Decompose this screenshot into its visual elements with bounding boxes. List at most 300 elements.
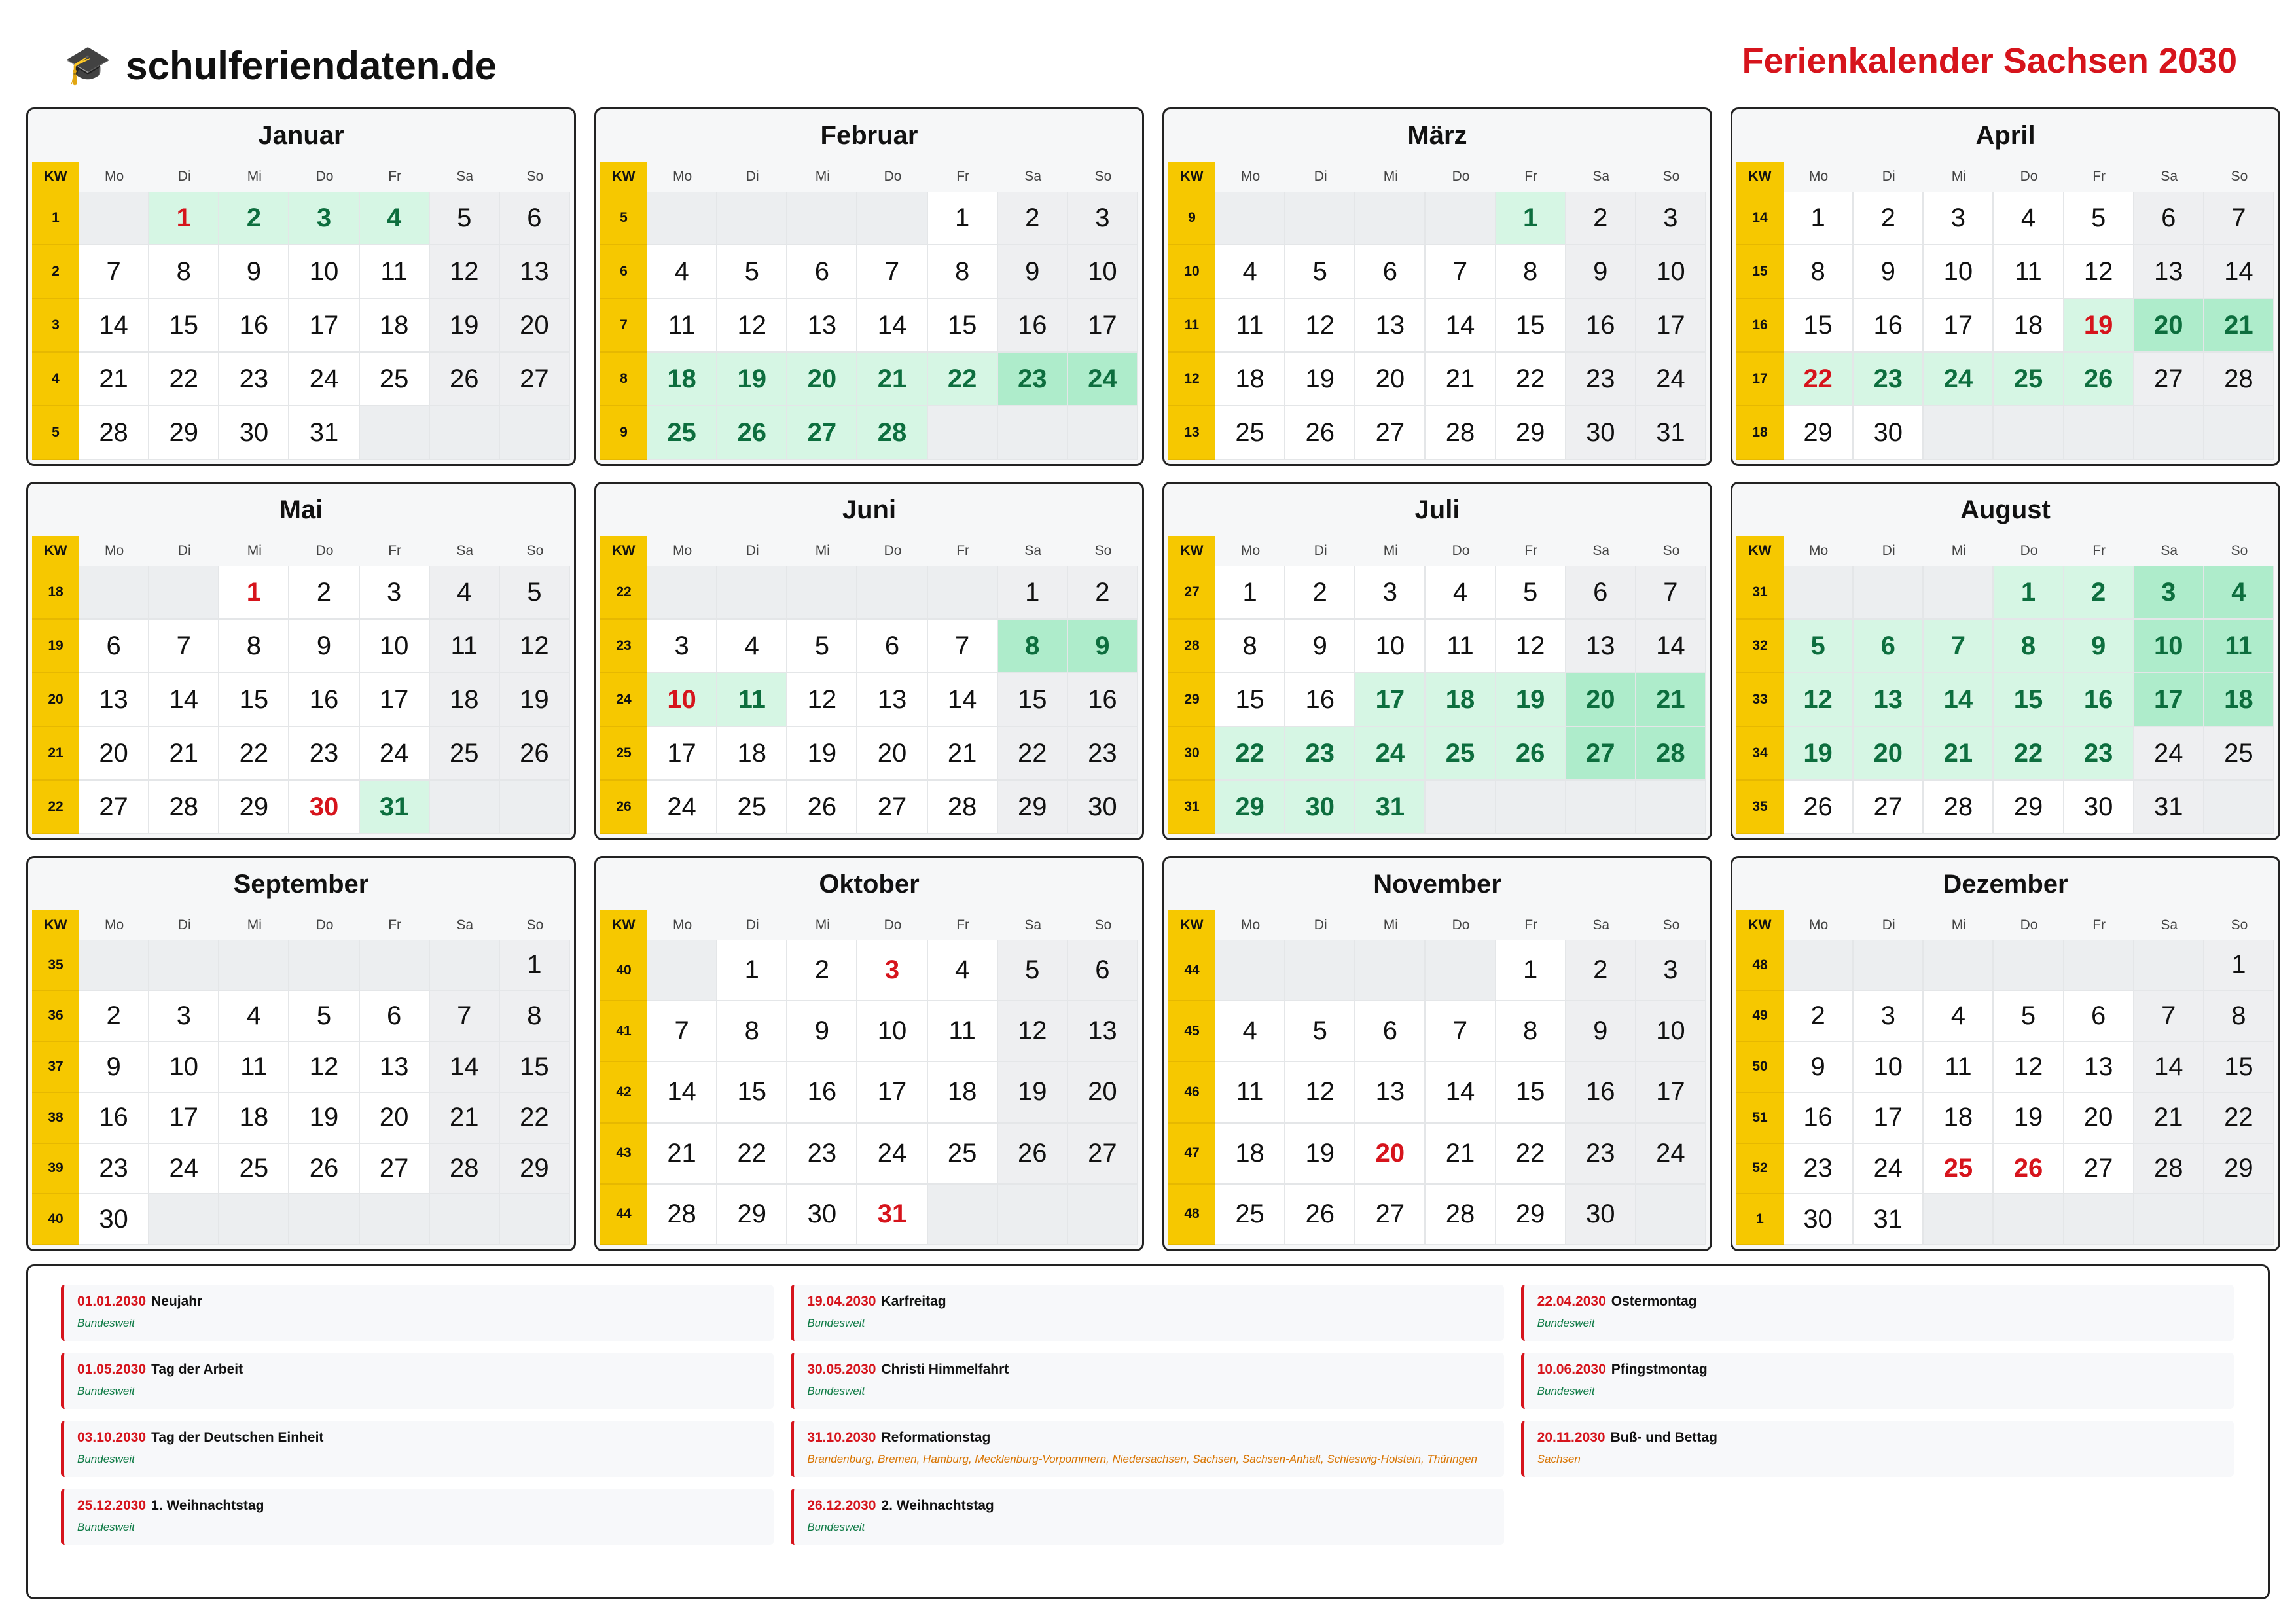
- holiday-day[interactable]: 26: [1994, 1144, 2064, 1195]
- calendar-day[interactable]: 27: [1854, 781, 1924, 834]
- calendar-day[interactable]: 9: [998, 245, 1068, 299]
- vacation-day[interactable]: 2: [219, 192, 289, 245]
- calendar-day[interactable]: 6: [79, 620, 149, 673]
- vacation-day[interactable]: 19: [1496, 673, 1566, 727]
- calendar-day[interactable]: 10: [857, 1001, 927, 1062]
- calendar-day[interactable]: 15: [1784, 299, 1854, 353]
- calendar-day[interactable]: 28: [1426, 406, 1496, 460]
- calendar-day[interactable]: 6: [500, 192, 570, 245]
- vacation-day[interactable]: 24: [1924, 353, 1994, 406]
- holiday-day[interactable]: 31: [857, 1185, 927, 1245]
- calendar-day[interactable]: 20: [1355, 353, 1426, 406]
- calendar-day[interactable]: 21: [647, 1124, 717, 1185]
- calendar-day[interactable]: 27: [2064, 1144, 2134, 1195]
- vacation-day[interactable]: 6: [1854, 620, 1924, 673]
- calendar-day[interactable]: 8: [2204, 991, 2274, 1043]
- calendar-day[interactable]: 29: [1784, 406, 1854, 460]
- vacation-day[interactable]: 11: [717, 673, 787, 727]
- calendar-day[interactable]: 8: [1784, 245, 1854, 299]
- vacation-day[interactable]: 4: [360, 192, 430, 245]
- calendar-day[interactable]: 8: [1496, 1001, 1566, 1062]
- calendar-day[interactable]: 30: [1566, 1185, 1636, 1245]
- calendar-day[interactable]: 4: [219, 991, 289, 1043]
- vacation-day[interactable]: 17: [2134, 673, 2204, 727]
- calendar-day[interactable]: 14: [1426, 299, 1496, 353]
- vacation-day[interactable]: 10: [2134, 620, 2204, 673]
- calendar-day[interactable]: 29: [149, 406, 219, 460]
- calendar-day[interactable]: 24: [2134, 727, 2204, 781]
- vacation-day[interactable]: 8: [998, 620, 1068, 673]
- calendar-day[interactable]: 14: [857, 299, 927, 353]
- calendar-day[interactable]: 12: [500, 620, 570, 673]
- calendar-day[interactable]: 23: [289, 727, 359, 781]
- calendar-day[interactable]: 27: [1068, 1124, 1138, 1185]
- calendar-day[interactable]: 5: [430, 192, 500, 245]
- calendar-day[interactable]: 9: [289, 620, 359, 673]
- calendar-day[interactable]: 5: [998, 940, 1068, 1001]
- calendar-day[interactable]: 12: [289, 1042, 359, 1093]
- calendar-day[interactable]: 19: [998, 1062, 1068, 1123]
- calendar-day[interactable]: 10: [1924, 245, 1994, 299]
- calendar-day[interactable]: 12: [430, 245, 500, 299]
- vacation-day[interactable]: 13: [1854, 673, 1924, 727]
- calendar-day[interactable]: 8: [717, 1001, 787, 1062]
- calendar-day[interactable]: 17: [1068, 299, 1138, 353]
- vacation-day[interactable]: 23: [1285, 727, 1355, 781]
- calendar-day[interactable]: 28: [647, 1185, 717, 1245]
- calendar-day[interactable]: 25: [928, 1124, 998, 1185]
- calendar-day[interactable]: 18: [1994, 299, 2064, 353]
- vacation-day[interactable]: 4: [2204, 566, 2274, 620]
- calendar-day[interactable]: 17: [149, 1093, 219, 1144]
- vacation-day[interactable]: 8: [1994, 620, 2064, 673]
- calendar-day[interactable]: 11: [1215, 299, 1285, 353]
- calendar-day[interactable]: 7: [79, 245, 149, 299]
- calendar-day[interactable]: 17: [647, 727, 717, 781]
- calendar-day[interactable]: 8: [1215, 620, 1285, 673]
- calendar-day[interactable]: 1: [500, 940, 570, 991]
- calendar-day[interactable]: 14: [1636, 620, 1706, 673]
- vacation-day[interactable]: 15: [1994, 673, 2064, 727]
- calendar-day[interactable]: 24: [149, 1144, 219, 1195]
- calendar-day[interactable]: 14: [149, 673, 219, 727]
- calendar-day[interactable]: 17: [1636, 1062, 1706, 1123]
- calendar-day[interactable]: 14: [647, 1062, 717, 1123]
- calendar-day[interactable]: 25: [219, 1144, 289, 1195]
- calendar-day[interactable]: 16: [219, 299, 289, 353]
- calendar-day[interactable]: 25: [1215, 406, 1285, 460]
- calendar-day[interactable]: 29: [1496, 1185, 1566, 1245]
- vacation-day[interactable]: 24: [1355, 727, 1426, 781]
- calendar-day[interactable]: 2: [1285, 566, 1355, 620]
- calendar-day[interactable]: 11: [647, 299, 717, 353]
- calendar-day[interactable]: 23: [1566, 353, 1636, 406]
- calendar-day[interactable]: 23: [787, 1124, 857, 1185]
- calendar-day[interactable]: 20: [857, 727, 927, 781]
- calendar-day[interactable]: 19: [1285, 353, 1355, 406]
- calendar-day[interactable]: 4: [647, 245, 717, 299]
- calendar-day[interactable]: 30: [1068, 781, 1138, 834]
- calendar-day[interactable]: 25: [1215, 1185, 1285, 1245]
- calendar-day[interactable]: 22: [2204, 1093, 2274, 1144]
- calendar-day[interactable]: 31: [289, 406, 359, 460]
- holiday-day[interactable]: 10: [647, 673, 717, 727]
- calendar-day[interactable]: 22: [998, 727, 1068, 781]
- calendar-day[interactable]: 4: [928, 940, 998, 1001]
- calendar-day[interactable]: 16: [1566, 299, 1636, 353]
- calendar-day[interactable]: 27: [2134, 353, 2204, 406]
- calendar-day[interactable]: 10: [289, 245, 359, 299]
- calendar-day[interactable]: 9: [1566, 245, 1636, 299]
- calendar-day[interactable]: 24: [1636, 1124, 1706, 1185]
- calendar-day[interactable]: 9: [1854, 245, 1924, 299]
- calendar-day[interactable]: 26: [998, 1124, 1068, 1185]
- calendar-day[interactable]: 7: [2134, 991, 2204, 1043]
- calendar-day[interactable]: 11: [1994, 245, 2064, 299]
- calendar-day[interactable]: 1: [2204, 940, 2274, 991]
- calendar-day[interactable]: 6: [1566, 566, 1636, 620]
- vacation-day[interactable]: 14: [1924, 673, 1994, 727]
- calendar-day[interactable]: 1: [1784, 192, 1854, 245]
- calendar-day[interactable]: 7: [430, 991, 500, 1043]
- calendar-day[interactable]: 27: [1355, 406, 1426, 460]
- calendar-day[interactable]: 18: [928, 1062, 998, 1123]
- calendar-day[interactable]: 20: [1068, 1062, 1138, 1123]
- vacation-day[interactable]: 26: [2064, 353, 2134, 406]
- calendar-day[interactable]: 23: [219, 353, 289, 406]
- calendar-day[interactable]: 28: [1924, 781, 1994, 834]
- calendar-day[interactable]: 19: [430, 299, 500, 353]
- calendar-day[interactable]: 24: [360, 727, 430, 781]
- calendar-day[interactable]: 20: [360, 1093, 430, 1144]
- calendar-day[interactable]: 27: [500, 353, 570, 406]
- calendar-day[interactable]: 13: [360, 1042, 430, 1093]
- calendar-day[interactable]: 16: [289, 673, 359, 727]
- calendar-day[interactable]: 13: [857, 673, 927, 727]
- calendar-day[interactable]: 28: [430, 1144, 500, 1195]
- calendar-day[interactable]: 8: [149, 245, 219, 299]
- calendar-day[interactable]: 16: [1068, 673, 1138, 727]
- calendar-day[interactable]: 26: [1784, 781, 1854, 834]
- calendar-day[interactable]: 23: [1566, 1124, 1636, 1185]
- calendar-day[interactable]: 16: [1566, 1062, 1636, 1123]
- calendar-day[interactable]: 16: [1285, 673, 1355, 727]
- calendar-day[interactable]: 30: [787, 1185, 857, 1245]
- vacation-day[interactable]: 9: [1068, 620, 1138, 673]
- calendar-day[interactable]: 1: [998, 566, 1068, 620]
- holiday-day[interactable]: 20: [1355, 1124, 1426, 1185]
- calendar-day[interactable]: 14: [1426, 1062, 1496, 1123]
- calendar-day[interactable]: 29: [2204, 1144, 2274, 1195]
- calendar-day[interactable]: 21: [149, 727, 219, 781]
- calendar-day[interactable]: 15: [149, 299, 219, 353]
- calendar-day[interactable]: 12: [1285, 1062, 1355, 1123]
- calendar-day[interactable]: 7: [2204, 192, 2274, 245]
- calendar-day[interactable]: 12: [998, 1001, 1068, 1062]
- calendar-day[interactable]: 21: [2134, 1093, 2204, 1144]
- holiday-day[interactable]: 25: [1924, 1144, 1994, 1195]
- calendar-day[interactable]: 1: [1496, 940, 1566, 1001]
- vacation-day[interactable]: 20: [2134, 299, 2204, 353]
- vacation-day[interactable]: 27: [787, 406, 857, 460]
- calendar-day[interactable]: 8: [219, 620, 289, 673]
- calendar-day[interactable]: 4: [1426, 566, 1496, 620]
- calendar-day[interactable]: 7: [1426, 245, 1496, 299]
- calendar-day[interactable]: 9: [1784, 1042, 1854, 1093]
- calendar-day[interactable]: 10: [149, 1042, 219, 1093]
- vacation-day[interactable]: 28: [1636, 727, 1706, 781]
- calendar-day[interactable]: 17: [1854, 1093, 1924, 1144]
- vacation-day[interactable]: 17: [1355, 673, 1426, 727]
- calendar-day[interactable]: 6: [2064, 991, 2134, 1043]
- calendar-day[interactable]: 16: [998, 299, 1068, 353]
- calendar-day[interactable]: 26: [1285, 1185, 1355, 1245]
- vacation-day[interactable]: 16: [2064, 673, 2134, 727]
- calendar-day[interactable]: 30: [1854, 406, 1924, 460]
- vacation-day[interactable]: 3: [2134, 566, 2204, 620]
- calendar-day[interactable]: 28: [2134, 1144, 2204, 1195]
- holiday-day[interactable]: 1: [219, 566, 289, 620]
- calendar-day[interactable]: 7: [149, 620, 219, 673]
- calendar-day[interactable]: 10: [1854, 1042, 1924, 1093]
- calendar-day[interactable]: 6: [1068, 940, 1138, 1001]
- calendar-day[interactable]: 8: [1496, 245, 1566, 299]
- calendar-day[interactable]: 30: [79, 1194, 149, 1245]
- calendar-day[interactable]: 21: [1426, 1124, 1496, 1185]
- calendar-day[interactable]: 24: [857, 1124, 927, 1185]
- calendar-day[interactable]: 29: [219, 781, 289, 834]
- calendar-day[interactable]: 8: [500, 991, 570, 1043]
- calendar-day[interactable]: 4: [1924, 991, 1994, 1043]
- calendar-day[interactable]: 12: [1994, 1042, 2064, 1093]
- vacation-day[interactable]: 18: [2204, 673, 2274, 727]
- calendar-day[interactable]: 7: [647, 1001, 717, 1062]
- vacation-day[interactable]: 28: [857, 406, 927, 460]
- calendar-day[interactable]: 26: [787, 781, 857, 834]
- calendar-day[interactable]: 10: [1068, 245, 1138, 299]
- calendar-day[interactable]: 11: [219, 1042, 289, 1093]
- vacation-day[interactable]: 7: [1924, 620, 1994, 673]
- calendar-day[interactable]: 13: [1566, 620, 1636, 673]
- calendar-day[interactable]: 3: [1355, 566, 1426, 620]
- calendar-day[interactable]: 20: [79, 727, 149, 781]
- vacation-day[interactable]: 5: [1784, 620, 1854, 673]
- calendar-day[interactable]: 27: [360, 1144, 430, 1195]
- calendar-day[interactable]: 3: [647, 620, 717, 673]
- vacation-day[interactable]: 25: [647, 406, 717, 460]
- calendar-day[interactable]: 19: [289, 1093, 359, 1144]
- vacation-day[interactable]: 2: [2064, 566, 2134, 620]
- calendar-day[interactable]: 4: [1215, 245, 1285, 299]
- holiday-day[interactable]: 3: [857, 940, 927, 1001]
- calendar-day[interactable]: 17: [1924, 299, 1994, 353]
- calendar-day[interactable]: 5: [1496, 566, 1566, 620]
- calendar-day[interactable]: 28: [2204, 353, 2274, 406]
- vacation-day[interactable]: 19: [717, 353, 787, 406]
- calendar-day[interactable]: 10: [1636, 245, 1706, 299]
- calendar-day[interactable]: 20: [2064, 1093, 2134, 1144]
- vacation-day[interactable]: 31: [360, 781, 430, 834]
- calendar-day[interactable]: 15: [1496, 299, 1566, 353]
- calendar-day[interactable]: 25: [360, 353, 430, 406]
- calendar-day[interactable]: 16: [79, 1093, 149, 1144]
- calendar-day[interactable]: 15: [219, 673, 289, 727]
- calendar-day[interactable]: 17: [289, 299, 359, 353]
- calendar-day[interactable]: 14: [2134, 1042, 2204, 1093]
- calendar-day[interactable]: 19: [1285, 1124, 1355, 1185]
- holiday-day[interactable]: 22: [1784, 353, 1854, 406]
- calendar-day[interactable]: 30: [2064, 781, 2134, 834]
- calendar-day[interactable]: 3: [1636, 192, 1706, 245]
- calendar-day[interactable]: 15: [500, 1042, 570, 1093]
- calendar-day[interactable]: 24: [1854, 1144, 1924, 1195]
- vacation-day[interactable]: 23: [1854, 353, 1924, 406]
- calendar-day[interactable]: 22: [149, 353, 219, 406]
- calendar-day[interactable]: 13: [1068, 1001, 1138, 1062]
- calendar-day[interactable]: 9: [219, 245, 289, 299]
- calendar-day[interactable]: 9: [787, 1001, 857, 1062]
- calendar-day[interactable]: 4: [717, 620, 787, 673]
- calendar-day[interactable]: 9: [79, 1042, 149, 1093]
- calendar-day[interactable]: 5: [1994, 991, 2064, 1043]
- calendar-day[interactable]: 2: [1068, 566, 1138, 620]
- vacation-day[interactable]: 20: [1854, 727, 1924, 781]
- vacation-day[interactable]: 11: [2204, 620, 2274, 673]
- calendar-day[interactable]: 1: [1215, 566, 1285, 620]
- calendar-day[interactable]: 2: [79, 991, 149, 1043]
- calendar-day[interactable]: 3: [1636, 940, 1706, 1001]
- vacation-day[interactable]: 18: [1426, 673, 1496, 727]
- vacation-day[interactable]: 21: [857, 353, 927, 406]
- calendar-day[interactable]: 10: [1355, 620, 1426, 673]
- calendar-day[interactable]: 14: [2204, 245, 2274, 299]
- holiday-day[interactable]: 19: [2064, 299, 2134, 353]
- calendar-day[interactable]: 3: [1068, 192, 1138, 245]
- calendar-day[interactable]: 15: [998, 673, 1068, 727]
- calendar-day[interactable]: 21: [79, 353, 149, 406]
- vacation-day[interactable]: 23: [2064, 727, 2134, 781]
- calendar-day[interactable]: 6: [1355, 1001, 1426, 1062]
- vacation-day[interactable]: 24: [1068, 353, 1138, 406]
- calendar-day[interactable]: 30: [1566, 406, 1636, 460]
- calendar-day[interactable]: 19: [787, 727, 857, 781]
- calendar-day[interactable]: 4: [1994, 192, 2064, 245]
- calendar-day[interactable]: 24: [1636, 353, 1706, 406]
- calendar-day[interactable]: 10: [360, 620, 430, 673]
- calendar-day[interactable]: 26: [430, 353, 500, 406]
- calendar-day[interactable]: 1: [928, 192, 998, 245]
- vacation-day[interactable]: 19: [1784, 727, 1854, 781]
- calendar-day[interactable]: 2: [787, 940, 857, 1001]
- calendar-day[interactable]: 22: [500, 1093, 570, 1144]
- calendar-day[interactable]: 19: [1994, 1093, 2064, 1144]
- calendar-day[interactable]: 21: [430, 1093, 500, 1144]
- vacation-day[interactable]: 21: [2204, 299, 2274, 353]
- calendar-day[interactable]: 18: [219, 1093, 289, 1144]
- calendar-day[interactable]: 6: [360, 991, 430, 1043]
- calendar-day[interactable]: 15: [1496, 1062, 1566, 1123]
- calendar-day[interactable]: 31: [1854, 1194, 1924, 1245]
- calendar-day[interactable]: 12: [717, 299, 787, 353]
- vacation-day[interactable]: 29: [1215, 781, 1285, 834]
- calendar-day[interactable]: 17: [1636, 299, 1706, 353]
- calendar-day[interactable]: 22: [219, 727, 289, 781]
- calendar-day[interactable]: 26: [500, 727, 570, 781]
- vacation-day[interactable]: 25: [1426, 727, 1496, 781]
- calendar-day[interactable]: 29: [998, 781, 1068, 834]
- calendar-day[interactable]: 12: [2064, 245, 2134, 299]
- calendar-day[interactable]: 11: [1924, 1042, 1994, 1093]
- calendar-day[interactable]: 15: [717, 1062, 787, 1123]
- calendar-day[interactable]: 31: [2134, 781, 2204, 834]
- calendar-day[interactable]: 30: [219, 406, 289, 460]
- vacation-day[interactable]: 3: [289, 192, 359, 245]
- calendar-day[interactable]: 1: [717, 940, 787, 1001]
- calendar-day[interactable]: 2: [1784, 991, 1854, 1043]
- calendar-day[interactable]: 4: [1215, 1001, 1285, 1062]
- calendar-day[interactable]: 13: [2064, 1042, 2134, 1093]
- calendar-day[interactable]: 29: [717, 1185, 787, 1245]
- calendar-day[interactable]: 10: [1636, 1001, 1706, 1062]
- calendar-day[interactable]: 25: [2204, 727, 2274, 781]
- vacation-day[interactable]: 1: [1496, 192, 1566, 245]
- calendar-day[interactable]: 23: [1784, 1144, 1854, 1195]
- calendar-day[interactable]: 7: [928, 620, 998, 673]
- holiday-day[interactable]: 1: [149, 192, 219, 245]
- calendar-day[interactable]: 3: [360, 566, 430, 620]
- calendar-day[interactable]: 7: [857, 245, 927, 299]
- calendar-day[interactable]: 8: [928, 245, 998, 299]
- calendar-day[interactable]: 7: [1426, 1001, 1496, 1062]
- calendar-day[interactable]: 21: [1426, 353, 1496, 406]
- calendar-day[interactable]: 9: [1566, 1001, 1636, 1062]
- vacation-day[interactable]: 31: [1355, 781, 1426, 834]
- calendar-day[interactable]: 17: [857, 1062, 927, 1123]
- calendar-day[interactable]: 27: [857, 781, 927, 834]
- calendar-day[interactable]: 5: [1285, 245, 1355, 299]
- calendar-day[interactable]: 3: [1924, 192, 1994, 245]
- calendar-day[interactable]: 18: [717, 727, 787, 781]
- calendar-day[interactable]: 24: [647, 781, 717, 834]
- calendar-day[interactable]: 12: [787, 673, 857, 727]
- vacation-day[interactable]: 22: [928, 353, 998, 406]
- calendar-day[interactable]: 26: [289, 1144, 359, 1195]
- calendar-day[interactable]: 17: [360, 673, 430, 727]
- calendar-day[interactable]: 7: [1636, 566, 1706, 620]
- calendar-day[interactable]: 14: [79, 299, 149, 353]
- calendar-day[interactable]: 22: [717, 1124, 787, 1185]
- calendar-day[interactable]: 6: [1355, 245, 1426, 299]
- calendar-day[interactable]: 14: [430, 1042, 500, 1093]
- calendar-day[interactable]: 13: [2134, 245, 2204, 299]
- calendar-day[interactable]: 2: [1566, 940, 1636, 1001]
- calendar-day[interactable]: 28: [1426, 1185, 1496, 1245]
- calendar-day[interactable]: 19: [500, 673, 570, 727]
- vacation-day[interactable]: 20: [787, 353, 857, 406]
- calendar-day[interactable]: 25: [430, 727, 500, 781]
- calendar-day[interactable]: 15: [1215, 673, 1285, 727]
- calendar-day[interactable]: 18: [360, 299, 430, 353]
- calendar-day[interactable]: 11: [928, 1001, 998, 1062]
- calendar-day[interactable]: 27: [79, 781, 149, 834]
- calendar-day[interactable]: 31: [1636, 406, 1706, 460]
- calendar-day[interactable]: 5: [717, 245, 787, 299]
- calendar-day[interactable]: 15: [2204, 1042, 2274, 1093]
- calendar-day[interactable]: 18: [1924, 1093, 1994, 1144]
- holiday-day[interactable]: 30: [289, 781, 359, 834]
- vacation-day[interactable]: 9: [2064, 620, 2134, 673]
- calendar-day[interactable]: 2: [998, 192, 1068, 245]
